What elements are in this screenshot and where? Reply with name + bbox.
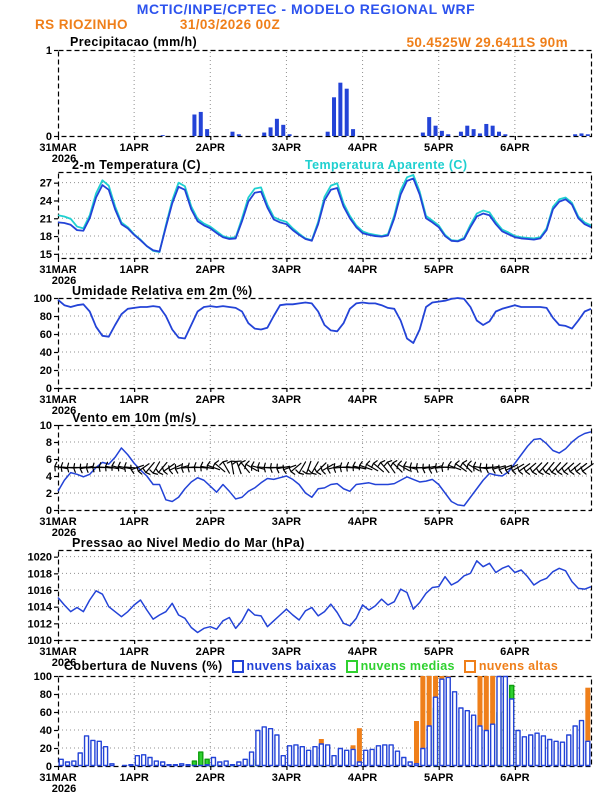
legend-item-nuvens-baixas: nuvens baixas (232, 659, 337, 673)
panel-title-temperature: 2-m Temperatura (C) (72, 158, 201, 172)
legend-swatch-baixas-icon (232, 660, 244, 673)
legend-swatch-medias-icon (346, 660, 358, 673)
station-coords: 50.4525W 29.6411S 90m (406, 35, 568, 50)
panel-title-humidity: Umidade Relativa em 2m (%) (72, 284, 253, 298)
panel-title-clouds: Cobertura de Nuvens (%) (64, 659, 223, 673)
clouds-title-row (64, 659, 558, 673)
model-title: MCTIC/INPE/CPTEC - MODELO REGIONAL WRF (136, 1, 476, 17)
legend-item-nuvens-medias: nuvens medias (346, 659, 455, 673)
run-datetime: 31/03/2026 00Z (179, 17, 281, 32)
station-name: RS RIOZINHO (35, 17, 128, 32)
legend-swatch-altas-icon (464, 660, 476, 673)
panel-title-pressure: Pressao ao Nivel Medio do Mar (hPa) (72, 536, 305, 550)
station-run-row (35, 17, 280, 32)
panel-title-wind: Vento em 10m (m/s) (72, 411, 197, 425)
panel-title-apparent-temperature: Temperatura Aparente (C) (305, 158, 468, 172)
legend-item-nuvens-altas: nuvens altas (464, 659, 558, 673)
panel-title-precipitation: Precipitacao (mm/h) (70, 35, 198, 49)
